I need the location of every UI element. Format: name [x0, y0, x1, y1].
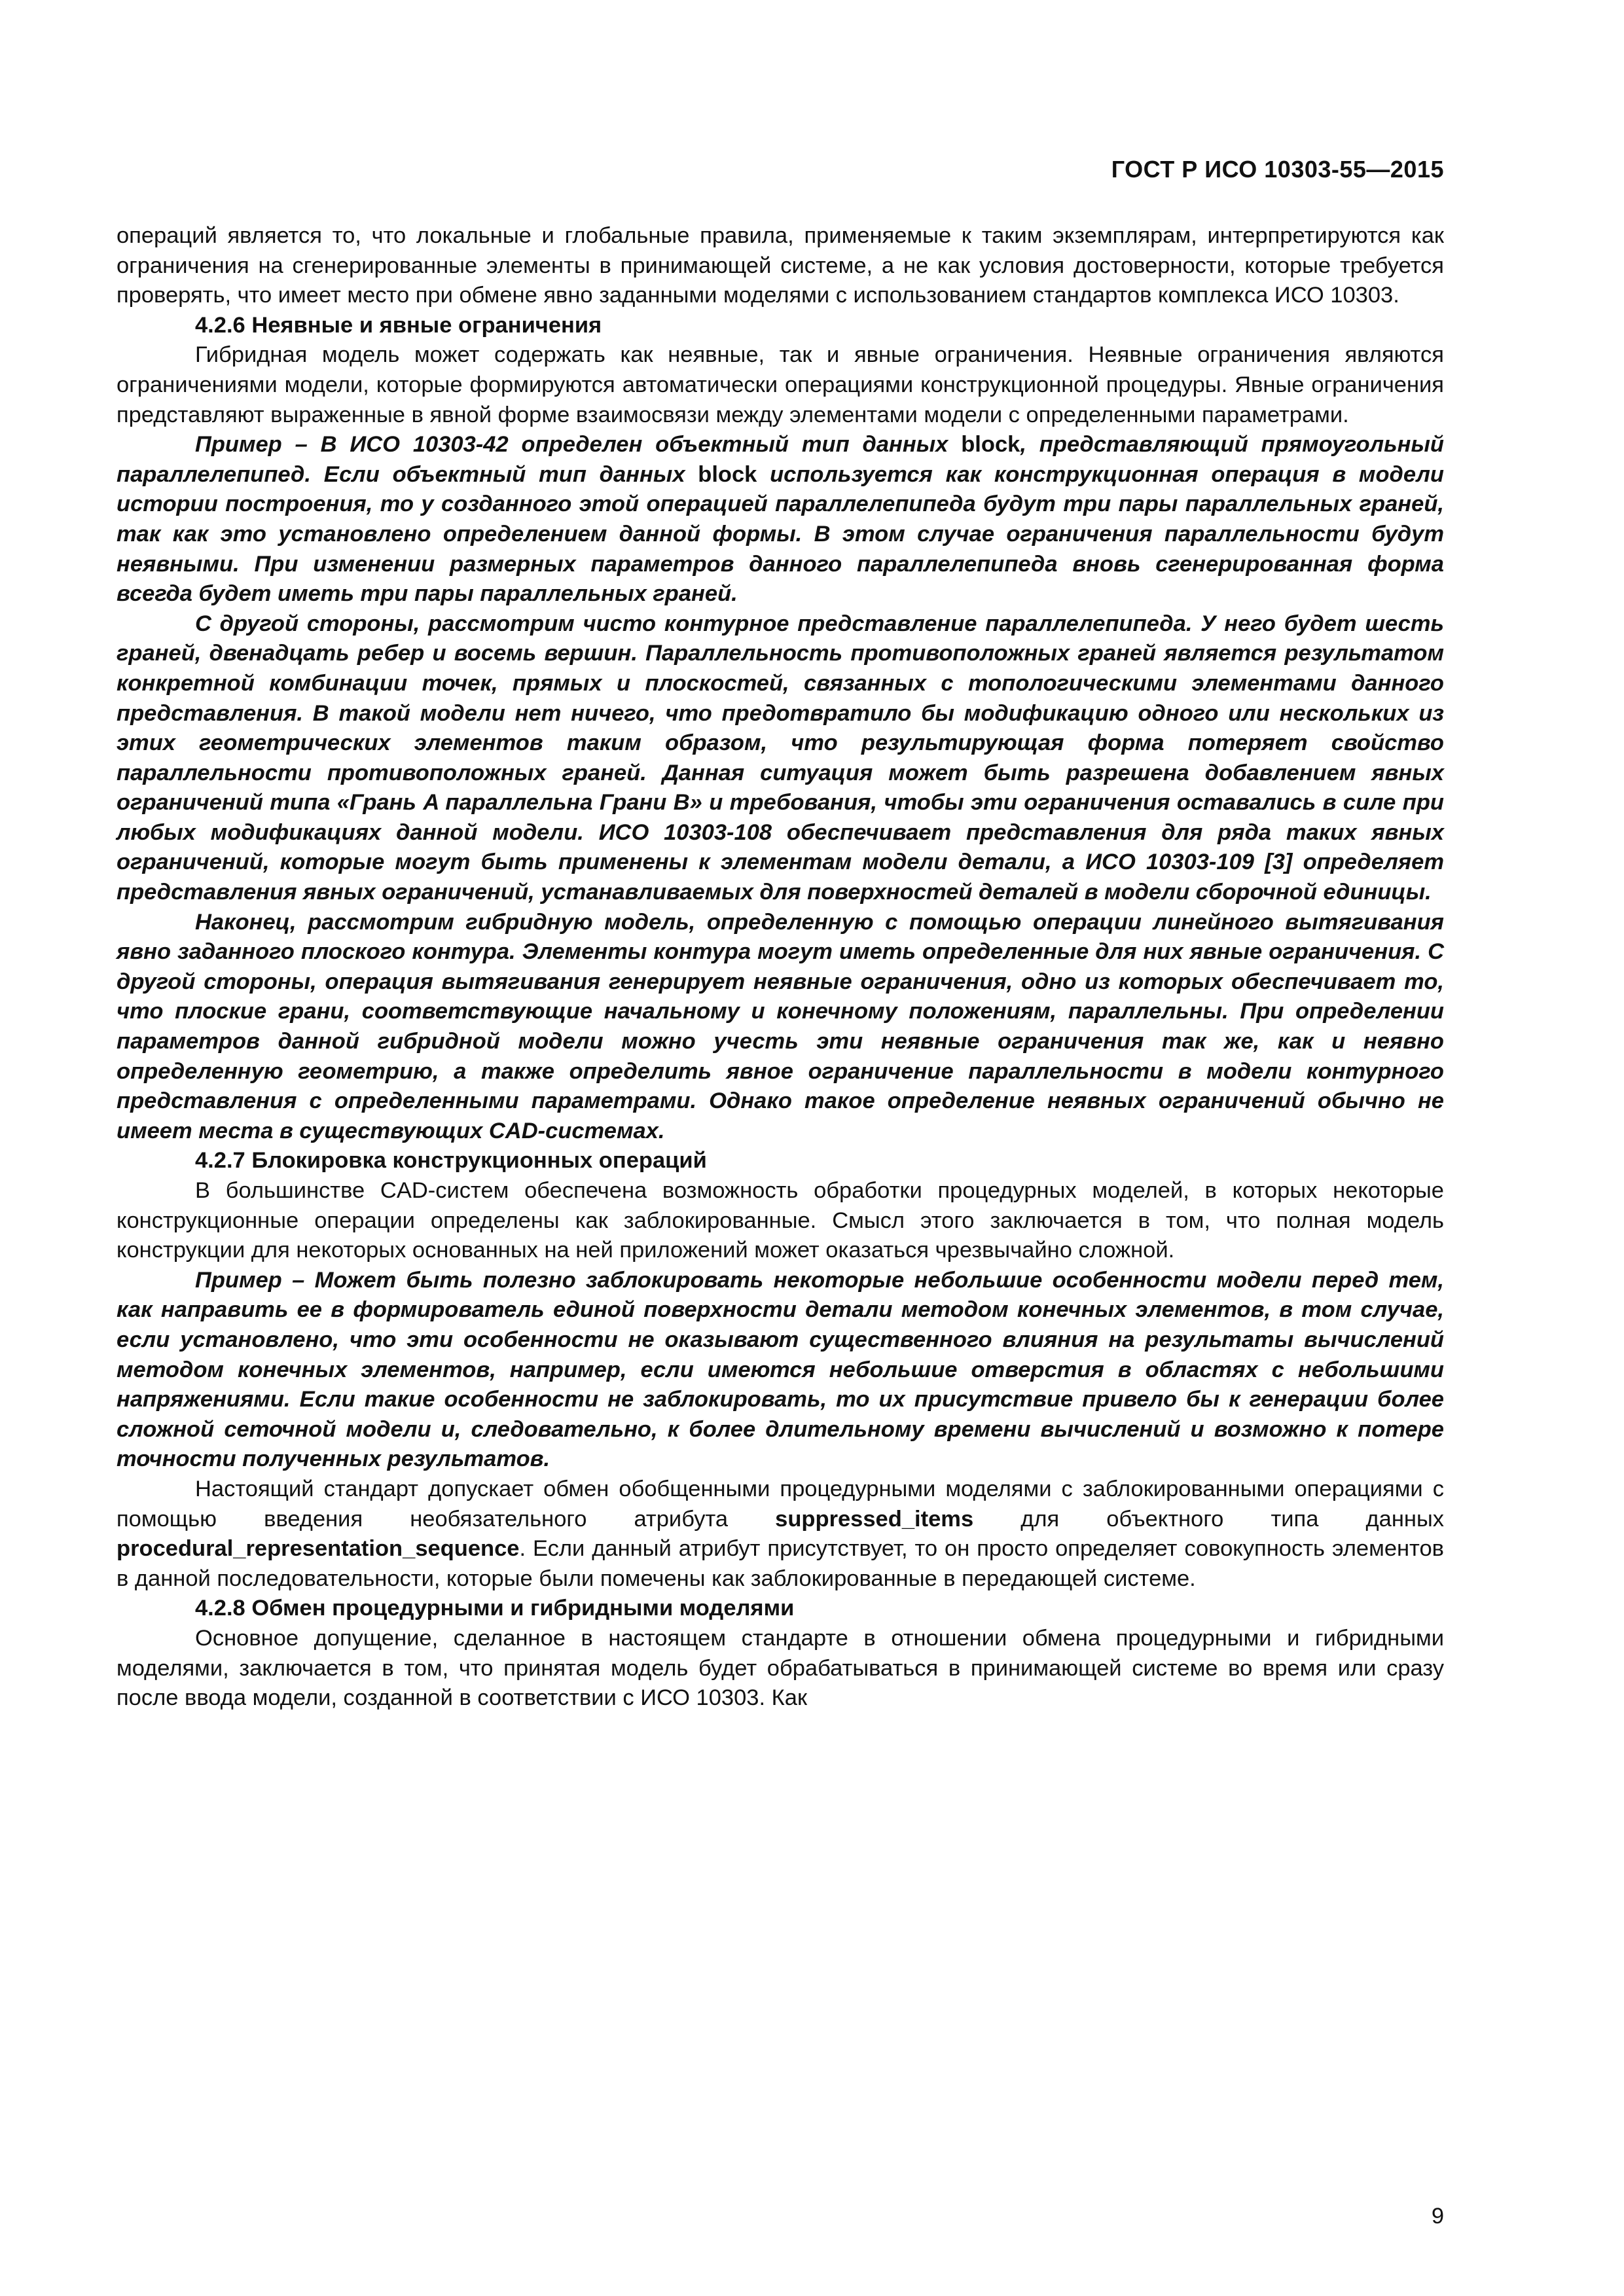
paragraph-4-2-6-1: Гибридная модель может содержать как неявные, так и явные ограничения. Неявные ограничения являются ограничениями модели, которые формируются автоматически операциями конструкционной процедуры. Явные ограничения представляют выраженные в явной форме взаимосвязи между элементами модели с определенными параметрами. — [117, 342, 1444, 427]
term-suppressed-items: suppressed_items — [775, 1506, 974, 1532]
page-body — [117, 221, 1444, 1713]
example-2: Пример – Может быть полезно заблокировать некоторые небольшие особенности модели перед тем, как направить ее в формирователь единой поверхности детали методом конечных элементов, в том случае, если установлено, что эти особенности не оказывают существенного влияния на результаты вычислений методом конечных элементов, например, если имеются небольшие отверстия в областях с небольшими напряжениями. Если такие особенности не заблокировать, то их присутствие привело бы к генерации более сложной сеточной модели и, следовательно, к более длительному времени вычислений и возможно к потере точности полученных результатов. — [117, 1267, 1444, 1472]
example-1 — [117, 430, 1444, 609]
paragraph-4-2-7-2-text-c: . Если данный атрибут присутствует, то он просто определяет совокупность элементов в данной последовательности, которые были помечены как заблокированные в передающей системе. — [117, 1536, 1444, 1591]
section-heading-4-2-7: 4.2.7 Блокировка конструкционных операций — [195, 1148, 707, 1174]
section-heading-4-2-8: 4.2.8 Обмен процедурными и гибридными моделями — [195, 1596, 795, 1621]
example-1-text-a: Пример – В ИСО 10303-42 определен объектный тип данных — [195, 432, 962, 457]
term-block-1: block — [961, 432, 1020, 457]
standard-designation: ГОСТ Р ИСО 10303-55—2015 — [1111, 156, 1444, 183]
paragraph-intro: операций является то, что локальные и глобальные правила, применяемые к таким экземплярам, интерпретируются как ограничения на сгенерированные элементы в принимающей системе, а не как условия достоверности, которые требуется проверять, что имеет место при обмене явно заданными моделями с использованием стандартов комплекса ИСО 10303. — [117, 223, 1444, 308]
example-1-text-b: , представляющий прямоугольный параллелепипед. Если объектный тип данных — [117, 432, 1444, 487]
paragraph-4-2-7-1: В большинстве CAD-систем обеспечена возможность обработки процедурных моделей, в которых некоторые конструкционные операции определены как заблокированные. Смысл этого заключается в том, что полная модель конструкции для некоторых основанных на ней приложений может оказаться чрезвычайно сложной. — [117, 1178, 1444, 1263]
paragraph-4-2-7-2-text-b: для объектного типа данных — [973, 1506, 1444, 1532]
example-1-paragraph-2: С другой стороны, рассмотрим чисто контурное представление параллелепипеда. У него будет шесть граней, двенадцать ребер и восемь вершин. Параллельность противоположных граней является результатом конкретной комбинации точек, прямых и плоскостей, связанных с топологическими элементами данного представления. В такой модели нет ничего, что предотвратило бы модификацию одного или нескольких из этих геометрических элементов таким образом, что результирующая форма потеряет свойство параллельности противоположных граней. Данная ситуация может быть разрешена добавлением явных ограничений типа «Грань A параллельна Грани B» и требования, чтобы эти ограничения оставались в силе при любых модификациях данной модели. ИСО 10303-108 обеспечивает представления для ряда таких явных ограничений, которые могут быть применены к элементам модели детали, а ИСО 10303-109 [3] определяет представления явных ограничений, устанавливаемых для поверхностей деталей в модели сборочной единицы. — [117, 611, 1444, 905]
paragraph-4-2-7-2-text-a: Настоящий стандарт допускает обмен обобщенными процедурными моделями с заблокированными операциями с помощью введения необязательного атрибута — [117, 1476, 1444, 1532]
paragraph-4-2-7-2 — [117, 1475, 1444, 1594]
example-1-text-c: используется как конструкционная операция в модели истории построения, то у созданного этой операцией параллелепипеда будут три пары параллельных граней, так как это установлено определением данной формы. В этом случае ограничения параллельности будут неявными. При изменении размерных параметров данного параллелепипеда вновь сгенерированная форма всегда будет иметь три пары параллельных граней. — [117, 461, 1444, 607]
page-number: 9 — [1431, 2204, 1444, 2229]
example-1-paragraph-3: Наконец, рассмотрим гибридную модель, определенную с помощью операции линейного вытягивания явно заданного плоского контура. Элементы контура могут иметь определенные для них явные ограничения. С другой стороны, операция вытягивания генерирует неявные ограничения, одно из которых обеспечивает то, что плоские грани, соответствующие начальному и конечному положениям, параллельны. При определении параметров данной гибридной модели можно учесть эти неявные ограничения так же, как и неявно определенную геометрию, а также определить явное ограничение параллельности в модели контурного представления с определенными параметрами. Однако такое определение неявных ограничений обычно не имеет места в существующих CAD-системах. — [117, 909, 1444, 1143]
term-block-2: block — [698, 461, 757, 487]
paragraph-4-2-8-1: Основное допущение, сделанное в настоящем стандарте в отношении обмена процедурными и гибридными моделями, заключается в том, что принятая модель будет обрабатываться в принимающей системе во время или сразу после ввода модели, созданной в соответствии с ИСО 10303. Как — [117, 1625, 1444, 1711]
section-heading-4-2-6: 4.2.6 Неявные и явные ограничения — [195, 312, 602, 338]
term-procedural-representation-sequence: procedural_representation_sequence — [117, 1536, 520, 1562]
